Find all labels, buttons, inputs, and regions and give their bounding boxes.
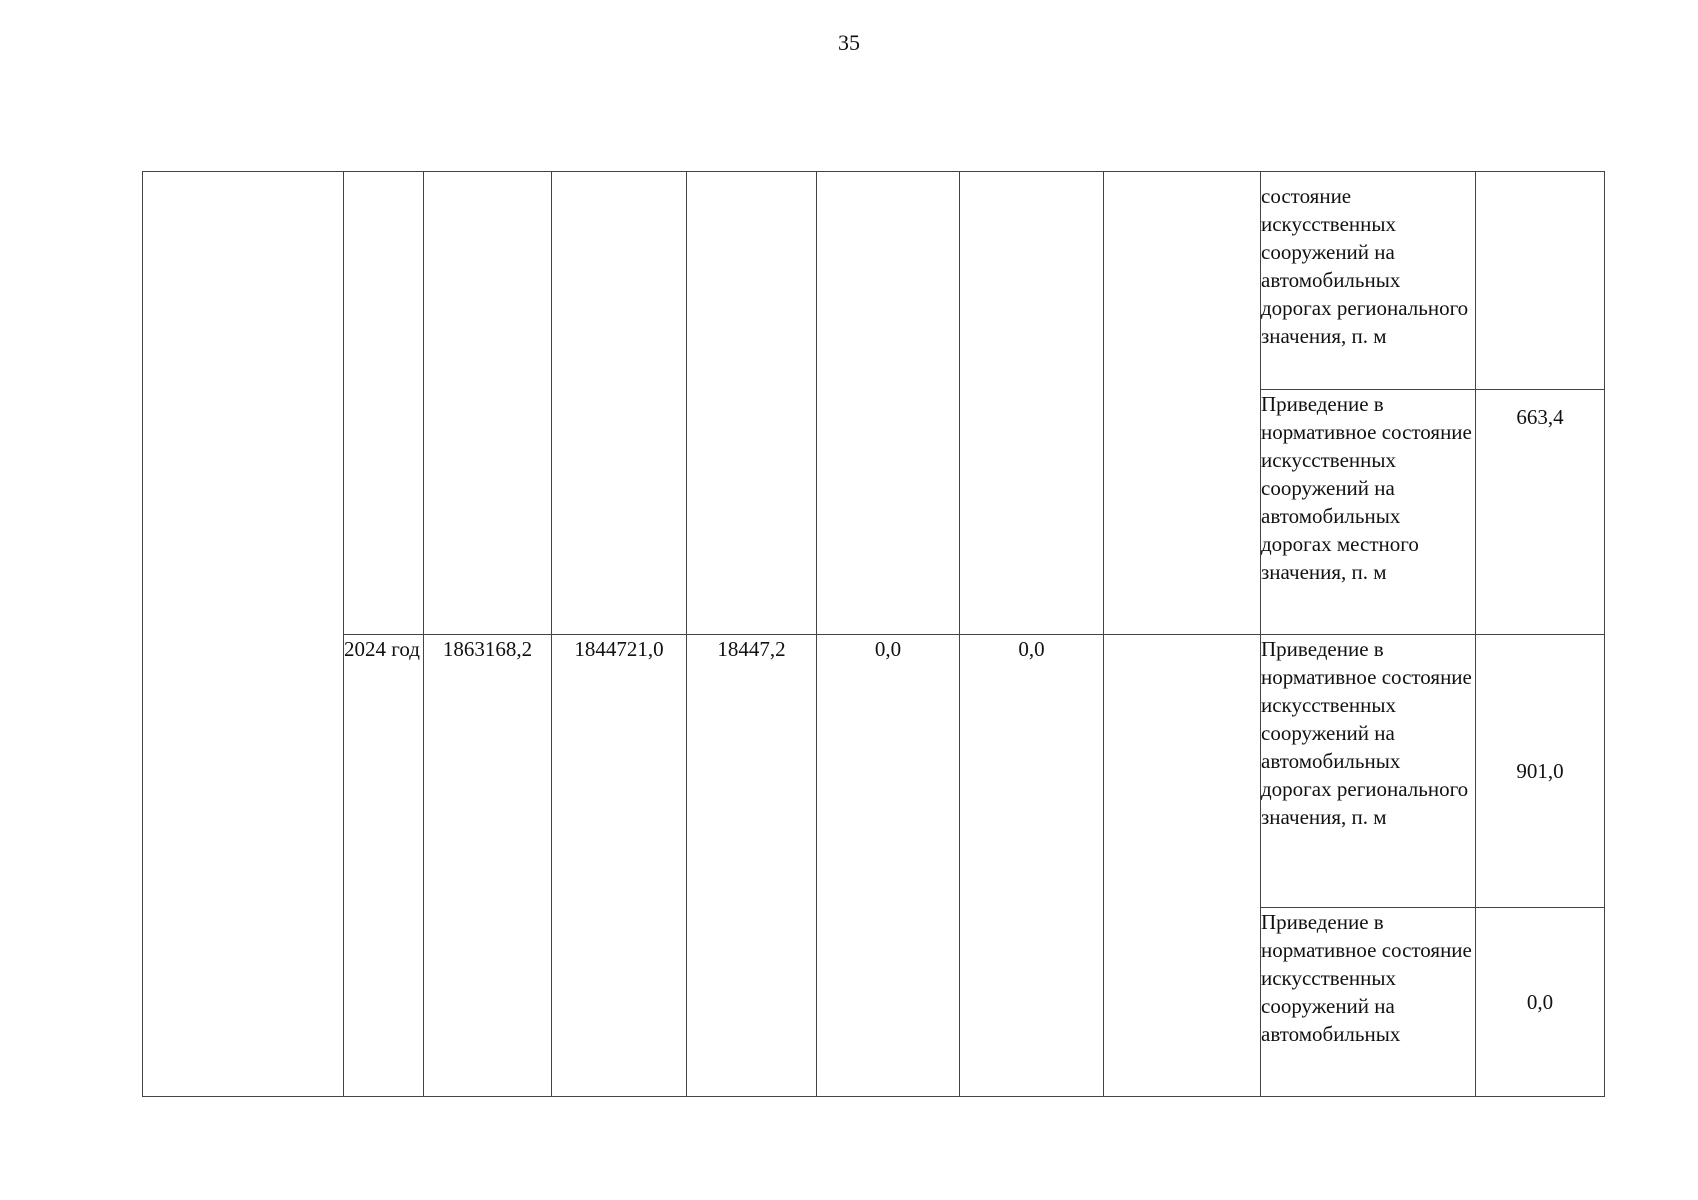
year-cell: 2024 год (344, 635, 424, 1097)
federal-amount-cell: 1844721,0 (552, 635, 687, 1097)
indicator-value-cell: 901,0 (1476, 635, 1605, 908)
indicator-value-cell (1476, 172, 1605, 390)
indicator-cell: состояние искусственных сооружений на автомобильных дорогах регионального значения, п. м (1261, 172, 1476, 390)
regional-cell-empty (687, 172, 817, 635)
indicator-value-cell: 663,4 (1476, 390, 1605, 635)
program-table (142, 171, 1605, 1097)
other-amount-cell: 0,0 (960, 635, 1104, 1097)
local-cell-empty (817, 172, 960, 635)
total-amount-cell: 1863168,2 (424, 635, 552, 1097)
regional-amount-cell: 18447,2 (687, 635, 817, 1097)
page-number: 35 (838, 30, 860, 55)
program-name-cell (143, 172, 344, 1097)
indicator-cell: Приведение в нормативное состояние искусственных сооружений на автомобильных дорогах местного значения, п. м (1261, 390, 1476, 635)
indicator-cell: Приведение в нормативное состояние искусственных сооружений на автомобильных дорогах регионального значения, п. м (1261, 635, 1476, 908)
year-cell-empty (344, 172, 424, 635)
total-cell-empty (424, 172, 552, 635)
table-row (143, 635, 1605, 908)
federal-cell-empty (552, 172, 687, 635)
local-amount-cell: 0,0 (817, 635, 960, 1097)
executor-cell-empty (1104, 172, 1261, 635)
indicator-value-cell: 0,0 (1476, 908, 1605, 1097)
table-row (143, 172, 1605, 390)
indicator-cell: Приведение в нормативное состояние искусственных сооружений на автомобильных (1261, 908, 1476, 1097)
other-cell-empty (960, 172, 1104, 635)
executor-cell (1104, 635, 1261, 1097)
